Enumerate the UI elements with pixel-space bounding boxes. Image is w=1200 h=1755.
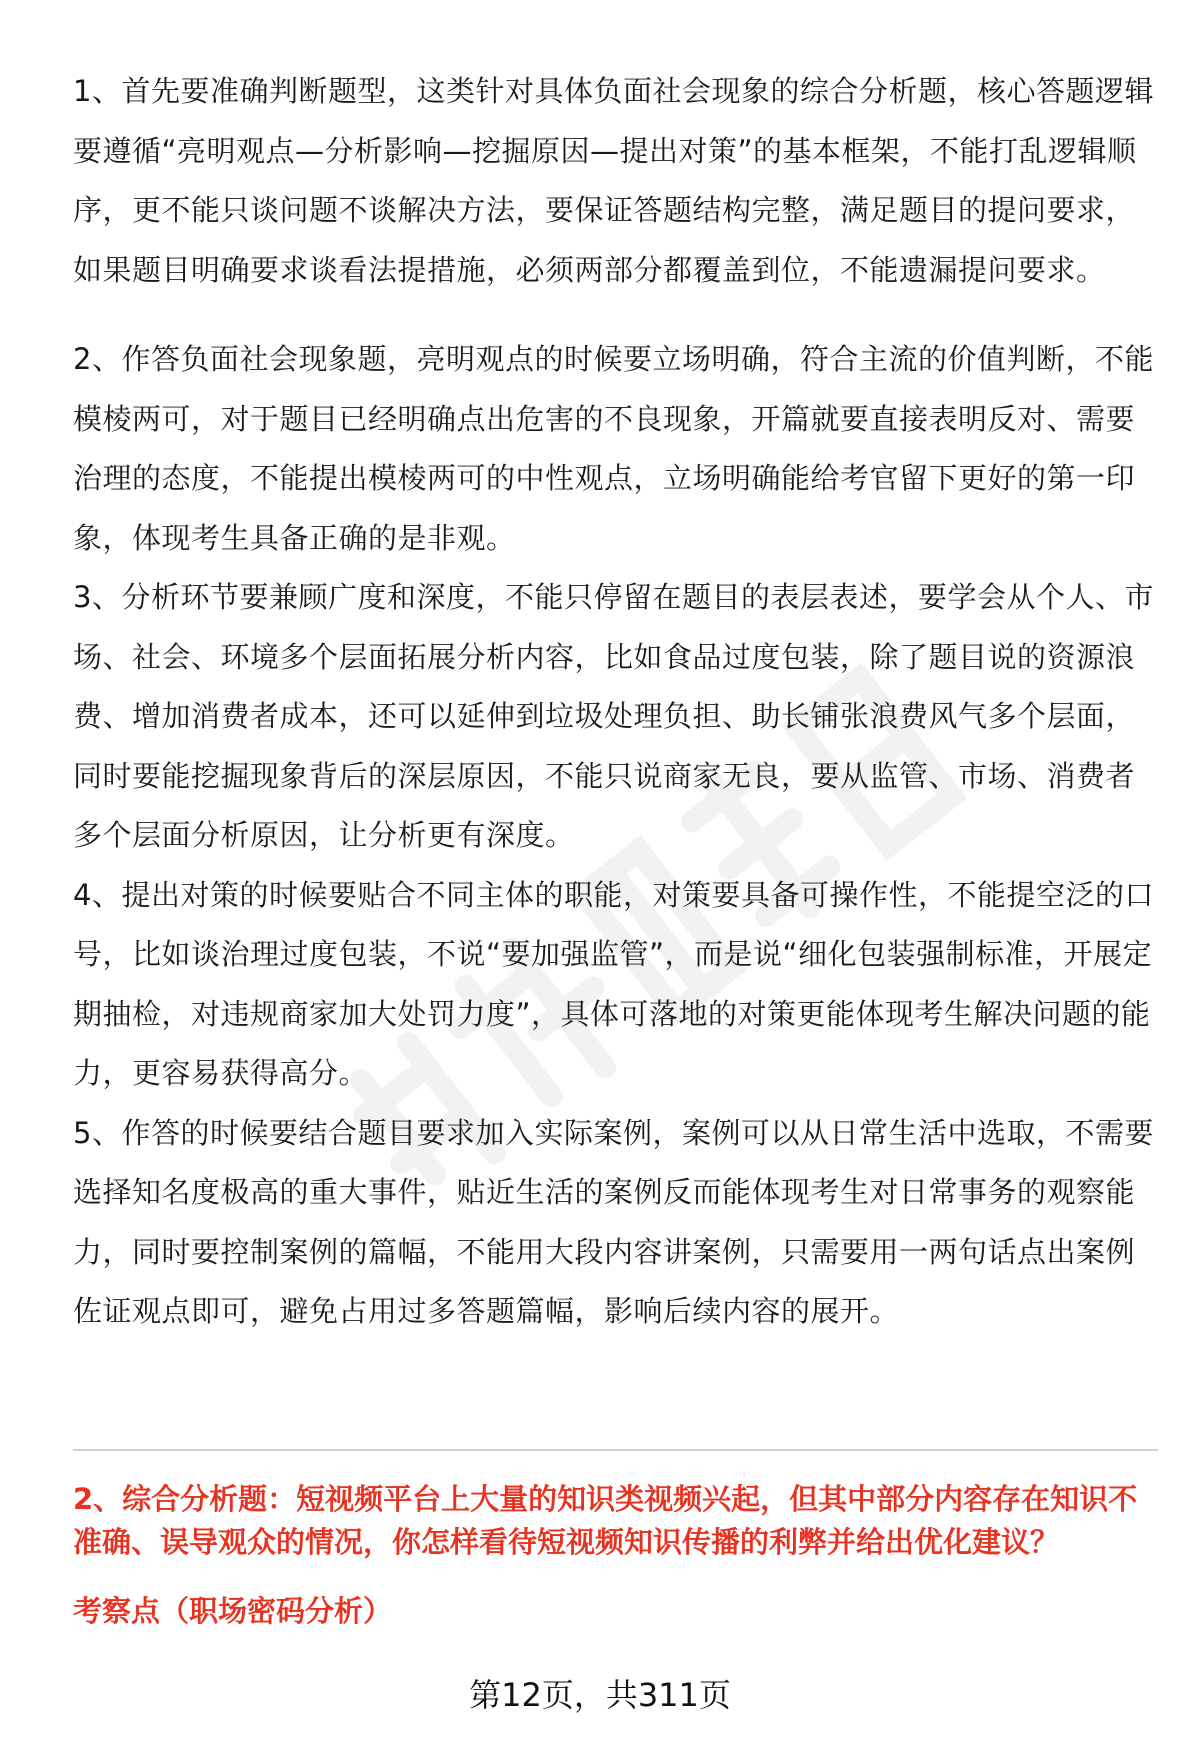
section-divider	[73, 1449, 1158, 1451]
paragraph-5: 5、作答的时候要结合题目要求加入实际案例，案例可以从日常生活中选取，不需要选择知名度极高的重大事件，贴近生活的案例反而能体现考生对日常事务的观察能力，同时要控制案例的篇幅，不能用大段内容讲案例，只需要用一两句话点出案例佐证观点即可，避免占用过多答题篇幅，影响后续内容的展开。	[73, 1115, 1154, 1328]
question-heading: 2、综合分析题：短视频平台上大量的知识类视频兴起，但其中部分内容存在知识不准确、误导观众的情况，你怎样看待短视频知识传播的利弊并给出优化建议？	[73, 1482, 1138, 1559]
page-number: 第12页，共311页	[469, 1676, 731, 1714]
paragraph-2: 2、作答负面社会现象题，亮明观点的时候要立场明确，符合主流的价值判断，不能模棱两可，对于题目已经明确点出危害的不良现象，开篇就要直接表明反对、需要治理的态度，不能提出模棱两可的中性观点，立场明确能给考官留下更好的第一印象，体现考生具备正确的是非观。	[73, 342, 1154, 555]
paragraph-1: 1、首先要准确判断题型，这类针对具体负面社会现象的综合分析题，核心答题逻辑要遵循“亮明观点—分析影响—挖掘原因—提出对策”的基本框架，不能打乱逻辑顺序，更不能只谈问题不谈解决方法，要保证答题结构完整，满足题目的提问要求，如果题目明确要求谈看法提措施，必须两部分都覆盖到位，不能遗漏提问要求。	[73, 74, 1154, 287]
paragraph-3: 3、分析环节要兼顾广度和深度，不能只停留在题目的表层表述，要学会从个人、市场、社会、环境多个层面拓展分析内容，比如食品过度包装，除了题目说的资源浪费、增加消费者成本，还可以延伸到垃圾处理负担、助长铺张浪费风气多个层面，同时要能挖掘现象背后的深层原因，不能只说商家无良，要从监管、市场、消费者多个层面分析原因，让分析更有深度。	[73, 580, 1154, 852]
section-label: 考察点（职场密码分析）	[73, 1594, 393, 1628]
document-body	[73, 62, 1158, 1342]
paragraph-4: 4、提出对策的时候要贴合不同主体的职能，对策要具备可操作性，不能提空泛的口号，比如谈治理过度包装，不说“要加强监管”，而是说“细化包装强制标准，开展定期抽检，对违规商家加大处罚力度”，具体可落地的对策更能体现考生解决问题的能力，更容易获得高分。	[73, 877, 1154, 1090]
